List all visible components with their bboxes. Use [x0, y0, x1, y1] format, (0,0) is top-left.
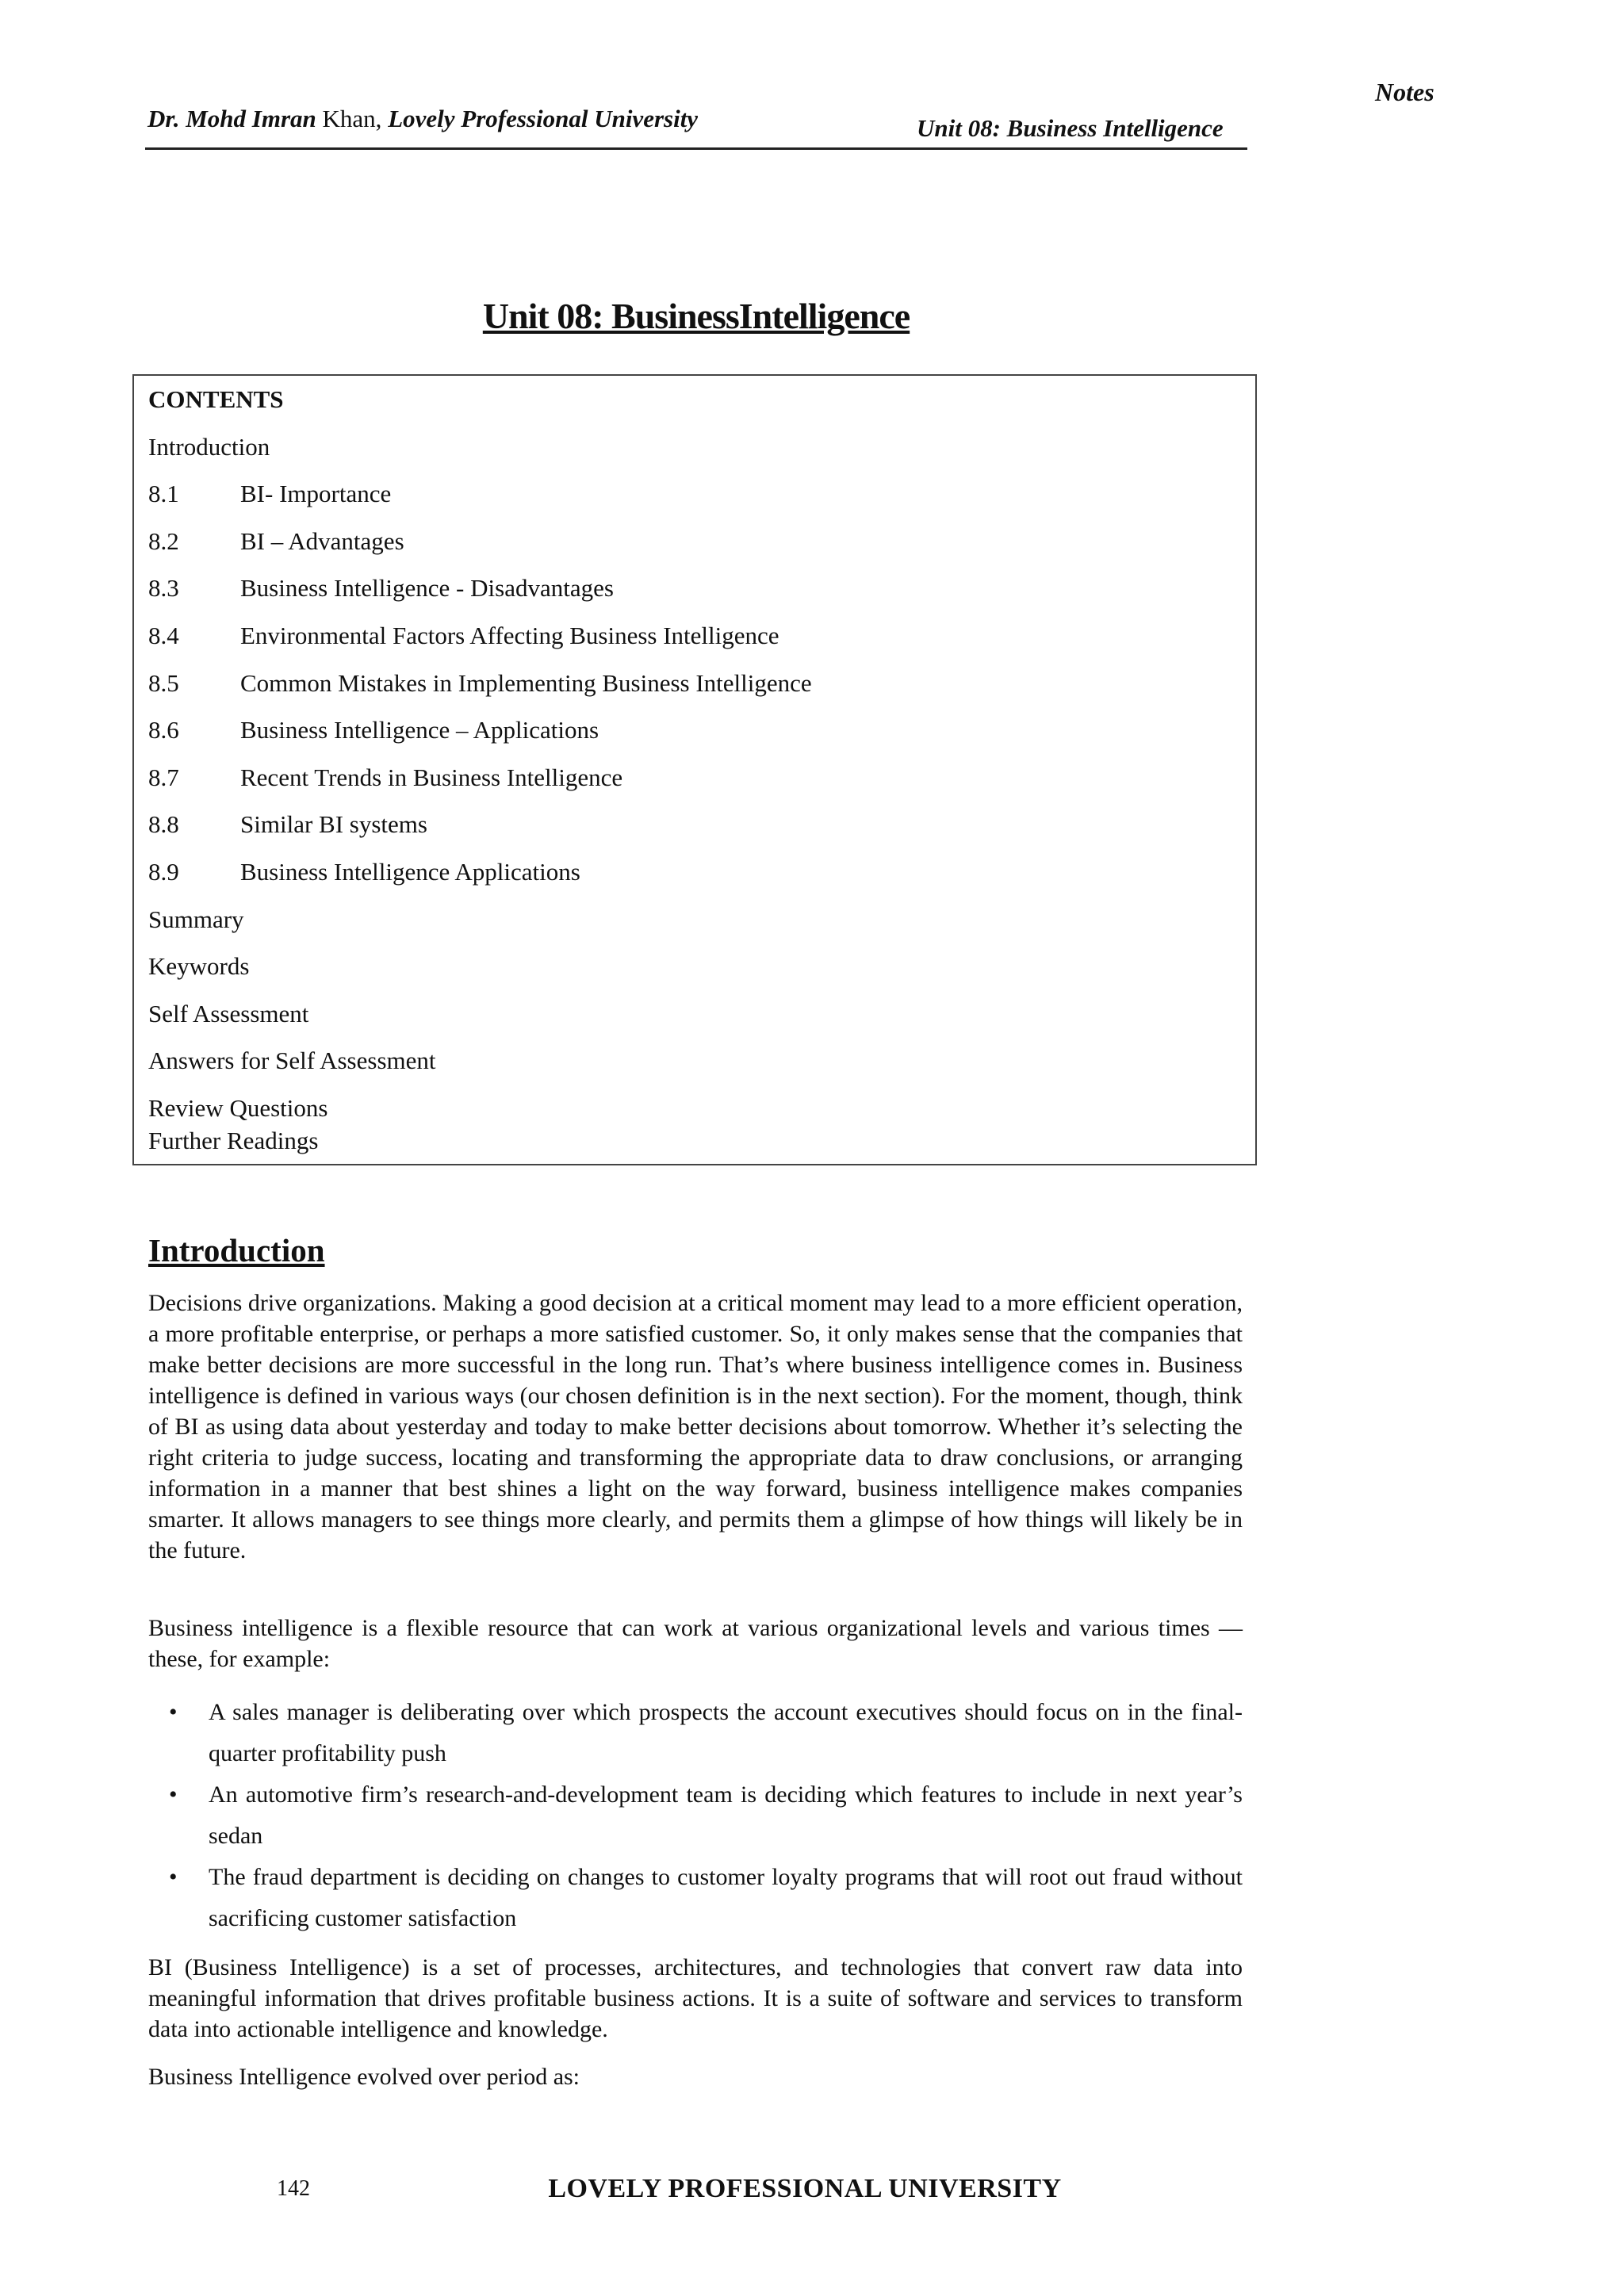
- contents-item-label: Environmental Factors Affecting Business Intelligence: [240, 622, 779, 649]
- institution-name: Lovely Professional University: [381, 105, 699, 132]
- contents-item: [148, 660, 812, 707]
- contents-item-number: 8.5: [148, 668, 179, 697]
- list-item-text: An automotive firm’s research-and-development team is deciding which features to include in next year’s sedan: [209, 1781, 1243, 1849]
- contents-item: [148, 518, 404, 565]
- running-header-unit: Unit 08: Business Intelligence: [917, 114, 1224, 142]
- intro-paragraph-1: Decisions drive organizations. Making a good decision at a critical moment may lead to a more efficient operation, a more profitable enterprise, or perhaps a more satisfied customer. So, it only makes sense that the companies that make better decisions are more successful in the long run. That’s where business intelligence comes in. Business intelligence is defined in various ways (our chosen definition is in the next section). For the moment, though, think of BI as using data about yesterday and today to make better decisions about tomorrow. Whether it’s selecting the right criteria to judge success, locating and transforming the appropriate data to draw conclusions, or arranging information in a manner that best shines a light on the way forward, business intelligence makes companies smarter. It allows managers to see things more clearly, and permits them a glimpse of how things will likely be in the future.: [148, 1290, 1243, 1563]
- notes-margin-label: Notes: [1375, 78, 1434, 106]
- contents-item-label: Self Assessment: [148, 999, 309, 1027]
- bullet-icon: •: [169, 1864, 178, 1890]
- contents-item-label: Recent Trends in Business Intelligence: [240, 763, 623, 791]
- contents-heading: CONTENTS: [148, 385, 284, 413]
- intro-paragraph-3: BI (Business Intelligence) is a set of processes, architectures, and technologies that convert raw data into meaningful information that drives profitable business actions. It is a suite of software and services to transform data into actionable intelligence and knowledge.: [148, 1954, 1243, 2042]
- contents-item-label: Business Intelligence Applications: [240, 858, 580, 886]
- contents-item-label: Business Intelligence - Disadvantages: [240, 574, 614, 603]
- contents-item-number: 8.4: [148, 622, 179, 649]
- bullet-icon: •: [169, 1699, 178, 1725]
- contents-item: [148, 1037, 436, 1085]
- contents-item-label: Introduction: [148, 432, 270, 461]
- list-item-text: A sales manager is deliberating over which prospects the account executives should focus on in the final-quarter profitability push: [209, 1699, 1243, 1766]
- contents-item: [148, 564, 614, 612]
- contents-item-number: 8.1: [148, 480, 179, 508]
- contents-item: [148, 1117, 318, 1165]
- contents-item: [148, 848, 580, 896]
- contents-item-label: Review Questions: [148, 1094, 328, 1122]
- contents-item: [148, 990, 308, 1038]
- contents-item-label: BI – Advantages: [240, 526, 404, 555]
- contents-item: [148, 423, 270, 471]
- contents-item: [148, 706, 599, 754]
- author-surname: Khan,: [316, 105, 382, 132]
- running-header-author: [147, 105, 698, 133]
- intro-paragraph-2: Business intelligence is a flexible resource that can work at various organizational levels and various times — these, for example:: [148, 1615, 1243, 1672]
- list-item: [148, 1774, 1243, 1857]
- contents-item-number: 8.8: [148, 810, 179, 839]
- contents-item-number: 8.9: [148, 858, 179, 886]
- list-item-text: The fraud department is deciding on changes to customer loyalty programs that will root out fraud without sacrificing customer satisfaction: [209, 1864, 1243, 1931]
- author-name: Dr. Mohd Imran: [147, 105, 316, 132]
- contents-item: [148, 801, 427, 848]
- contents-item: [148, 943, 249, 990]
- list-item: [148, 1692, 1243, 1774]
- contents-item-number: 8.3: [148, 574, 179, 603]
- list-item: [148, 1857, 1243, 1939]
- contents-item: [148, 896, 244, 943]
- contents-item-label: Further Readings: [148, 1127, 319, 1154]
- page-number: 142: [277, 2176, 310, 2201]
- contents-item-number: 8.2: [148, 526, 179, 555]
- contents-item-number: 8.6: [148, 716, 179, 744]
- contents-item: [148, 470, 391, 518]
- contents-item-label: Business Intelligence – Applications: [240, 716, 599, 744]
- footer-university: LOVELY PROFESSIONAL UNIVERSITY: [548, 2174, 1062, 2203]
- examples-bullet-list: [148, 1692, 1243, 1939]
- contents-item-label: Similar BI systems: [240, 810, 427, 839]
- contents-item-label: Keywords: [148, 952, 250, 981]
- contents-item: [148, 612, 779, 660]
- section-heading-introduction: Introduction: [148, 1232, 325, 1269]
- header-divider: [145, 147, 1247, 150]
- unit-title: Unit 08: BusinessIntelligence: [482, 296, 910, 336]
- contents-item-label: Answers for Self Assessment: [148, 1047, 436, 1075]
- bullet-icon: •: [169, 1781, 178, 1808]
- contents-item-label: Summary: [148, 905, 244, 933]
- contents-item-number: 8.7: [148, 763, 179, 791]
- contents-item-label: Common Mistakes in Implementing Business Intelligence: [240, 668, 812, 697]
- contents-table: [132, 374, 1257, 1165]
- contents-item: [148, 754, 622, 802]
- intro-paragraph-4: Business Intelligence evolved over period as:: [148, 2064, 580, 2090]
- contents-item-label: BI- Importance: [240, 480, 392, 508]
